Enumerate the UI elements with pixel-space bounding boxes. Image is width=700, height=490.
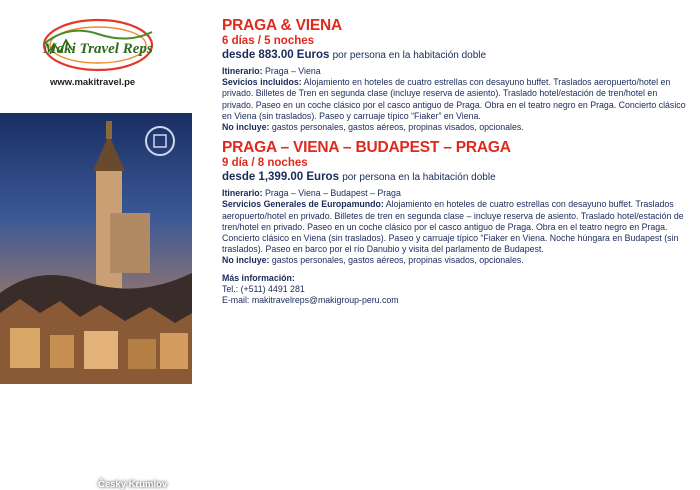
tour-praga-viena-budapest <box>222 139 687 266</box>
contact-label: Más información: <box>222 272 295 283</box>
website-url[interactable]: www.makitravel.pe <box>50 77 136 88</box>
tour-content <box>222 17 687 306</box>
services-label: Servicios Generales de Europamundo: <box>222 199 384 210</box>
tour-title: PRAGA & VIENA <box>222 17 342 34</box>
tour-services <box>222 77 687 122</box>
tour-title: PRAGA – VIENA – BUDAPEST – PRAGA <box>222 139 511 157</box>
tour-excludes <box>222 122 687 133</box>
itinerary-text: Praga – Viena – Budapest – Praga <box>265 188 401 199</box>
logo-text: Maki Travel Reps <box>43 41 153 57</box>
castle-illustration <box>0 113 192 384</box>
tour-itinerary <box>222 188 687 199</box>
tour-price: desde 1,399.00 Euros <box>222 171 339 184</box>
photo-caption: Český Krumlov <box>98 479 168 490</box>
itinerary-label: Itinerario: <box>222 188 263 199</box>
contact-phone[interactable]: Tel.: (+511) 4491 281 <box>222 283 305 294</box>
contact-info <box>222 273 687 307</box>
excludes-label: No incluye: <box>222 122 270 133</box>
logo-graphic <box>38 14 158 76</box>
tour-price-line <box>222 170 687 185</box>
services-text: Alojamiento en hoteles de cuatro estrellas con desayuno buffet. Traslados aeropuerto/hotel en privado. Billetes de tren en segunda clase – incluye reserva de asiento. Traslado hotel/estación de tren/hotel en privado. Paseo en un coche clásico por el casco antiguo de Praga. Obra en el teatro negro en Praga. Concierto clásico en Viena (sin traslados). Paseo y carruaje típico “Fiaker en Viena. Noche húngara en Budapest (sin traslados). Paseo en barco por el río Danubio y visita del parlamento de Budapest. <box>222 199 684 255</box>
logo <box>38 14 158 76</box>
tour-itinerary <box>222 66 687 77</box>
itinerary-text: Praga – Viena <box>265 66 321 76</box>
tour-excludes <box>222 255 687 266</box>
tour-price: desde 883.00 Euros <box>222 49 330 61</box>
itinerary-label: Itinerario: <box>222 66 263 76</box>
tour-price-note: por persona en la habitación doble <box>332 50 487 61</box>
services-label: Sevicios incluidos: <box>222 77 302 88</box>
services-text: Alojamiento en hoteles de cuatro estrellas con desayuno buffet. Traslados aeropuerto/hotel en privado. Billetes de Tren en segunda clase (incluye reserva de asiento). Traslado hotel/estación de tren/hotel en privado. Paseo en un coche clásico por el casco antiguo de Praga. Obra en el teatro negro en Praga. Concierto clásico en Viena (sin traslados). Paseo y carruaje típico “Fiaker” en Viena. <box>222 77 686 121</box>
tour-services <box>222 199 687 255</box>
tour-duration: 9 día / 8 noches <box>222 157 308 170</box>
cesky-krumlov-photo <box>0 113 192 490</box>
excludes-text: gastos personales, gastos aéreos, propinas visados, opcionales. <box>271 255 524 266</box>
contact-email[interactable]: E-mail: makitravelreps@makigroup-peru.com <box>222 295 399 306</box>
excludes-label: No incluye: <box>222 255 270 266</box>
tour-price-note: por persona en la habitación doble <box>342 172 496 184</box>
excludes-text: gastos personales, gastos aéreos, propinas visados, opcionales. <box>271 122 524 133</box>
tour-price-line <box>222 48 687 63</box>
tour-duration: 6 días / 5 noches <box>222 35 315 47</box>
tour-praga-viena <box>222 17 687 133</box>
